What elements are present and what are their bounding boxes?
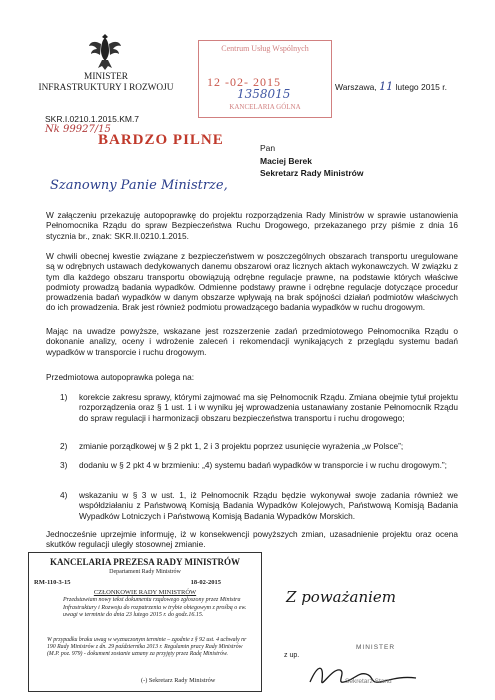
box-department: Departament Rady Ministrów (109, 569, 181, 575)
minister-stamp-label: MINISTER (356, 644, 396, 651)
addressee-name: Maciej Berek (260, 155, 312, 166)
list-item-number: 3) (60, 460, 68, 470)
reference-number: SKR.I.0210.1.2015.KM.7 (45, 114, 140, 124)
closing-handwritten: Z poważaniem (286, 588, 397, 606)
signature-icon (300, 660, 430, 690)
addressee-line1: Pan (260, 143, 276, 153)
list-item-text: korekcie zakresu sprawy, którymi zajmować ma się Pełnomocnik Rządu. Zmiana obejmie tytuł projektu rozporządzenia oraz § 1 ust. 1 i w wyniku jej wprowadzenia ustanawiany zostanie Pełnomocnik Rządu do spraw regulacji i harmonizacji obszaru bezpieczeństwa transportu i ruchu drogowego; (79, 392, 458, 423)
list-item-number: 4) (60, 490, 68, 500)
salutation: Szanowny Panie Ministrze, (50, 178, 228, 193)
stamp-date: 12 -02- 2015 (207, 75, 281, 89)
paragraph-5: Jednocześnie uprzejmie informuję, iż w konsekwencji powyższych zmian, uzasadnienie projektu oraz ocena skutków regulacji uległy stosownej zmianie. (46, 529, 458, 550)
list-item-number: 1) (60, 392, 68, 402)
list-item-text: zmianie porządkowej w § 2 pkt 1, 2 i 3 projektu poprzez usunięcie wyrażenia „w Polsce”; (79, 441, 404, 451)
date-day: 11 (379, 80, 394, 93)
paragraph-2: W chwili obecnej kwestie związane z bezpieczeństwem w poszczególnych obszarach transportu uregulowane są w odrębnych ustawach dedykowanych danemu obszarowi oraz licznych aktach wykonawczych. W związku z tym dla każdego obszaru transportu obowiązują odrębne regulacje prawne, na podstawie których właściwe podmioty prowadzą badania wypadków. Odmienne podstawy prawne i odrębne regulacje dotyczące procedur prowadzenia badań wypadków w danym obszarze wpływają na brak spójności działań podmiotów właściwych do ich prowadzenia. Brak jest również podmiotu prowadzącego badania wypadków w ruchu drogowym. (46, 251, 458, 313)
box-title: KANCELARIA PREZESA RADY MINISTRÓW (50, 557, 240, 567)
box-date: 18-02-2015 (190, 579, 221, 586)
list-item-number: 2) (60, 441, 68, 451)
stamp-office: Centrum Usług Wspólnych (221, 44, 309, 53)
list-item-text: wskazaniu w § 3 w ust. 1, iż Pełnomocnik Rządu będzie wykonywał swoje zadania również we współdziałaniu z Państwową Komisją Badania Wypadków Kolejowych, Państwową Komisją Badania Wypadków Lotniczych i Państwową Komisją Badania Wypadków Morskich. (79, 490, 458, 521)
box-header: CZŁONKOWIE RADY MINISTRÓW (93, 589, 197, 596)
minister-line1: MINISTER (84, 72, 128, 82)
minister-line2: INFRASTRUKTURY I ROZWOJU (38, 83, 174, 93)
date-prefix: Warszawa, (335, 82, 377, 92)
paragraph-1: W załączeniu przekazuję autopoprawkę do projektu rozporządzenia Rady Ministrów w sprawie ustanowienia Pełnomocnika Rządu do spraw Bezpieczeństwa Ruchu Drogowego, przekazanego przy piśmie z dnia 16 stycznia br., znak: SKR.II.0210.1.2015. (46, 210, 458, 241)
kancelaria-stamp-box (28, 552, 262, 692)
addressee-title: Sekretarz Rady Ministrów (260, 168, 364, 178)
z-up-label: z up. (284, 652, 300, 659)
stamp-handwritten-number: 1358015 (237, 87, 291, 101)
paragraph-3: Mając na uwadze powyższe, wskazane jest rozszerzenie zadań przedmiotowego Pełnomocnika Rządu o dokonanie analizy, oceny i wdrożenie zaleceń i rekomendacji wynikających z przeglądu systemu badań wypadków w transporcie i ruchu drogowym. (46, 326, 458, 357)
list-item-text: dodaniu w § 2 pkt 4 w brzmieniu: „4) systemu badań wypadków w transporcie i w ruchu drogowym.”; (79, 460, 447, 470)
box-text-1: Przedstawiam nowy tekst dokumentu rządowego zgłoszony przez Ministra Infrastruktury i Rozwoju do rozpatrzenia w trybie obiegowym z prośbą o ew. uwagi w terminie do dnia 23 lutego 2015 r. do godz.16.15. (63, 597, 247, 618)
handwritten-number: Nk 99927/15 (45, 124, 111, 135)
stamp-footer: KANCELARIA GÓLNA (229, 103, 301, 111)
box-text-2: W przypadku braku uwag w wyznaczonym terminie – zgodnie z § 92 ust. 4 uchwały nr 190 Rady Ministrów z dn. 29 października 2013 r. Regulamin pracy Rady Ministrów (M.P. poz. 979) - dokument zostanie uznany za przyjęty przez Radę Ministrów. (47, 637, 247, 658)
urgent-stamp: BARDZO PILNE (98, 132, 224, 148)
signer-name: Sekretarz Stanu (345, 678, 392, 685)
date-suffix: lutego 2015 r. (395, 82, 447, 92)
box-signature: (-) Sekretarz Rady Ministrów (141, 677, 216, 684)
box-rm-number: RM-110-3-15 (34, 579, 71, 586)
paragraph-4: Przedmiotowa autopoprawka polega na: (46, 372, 195, 382)
